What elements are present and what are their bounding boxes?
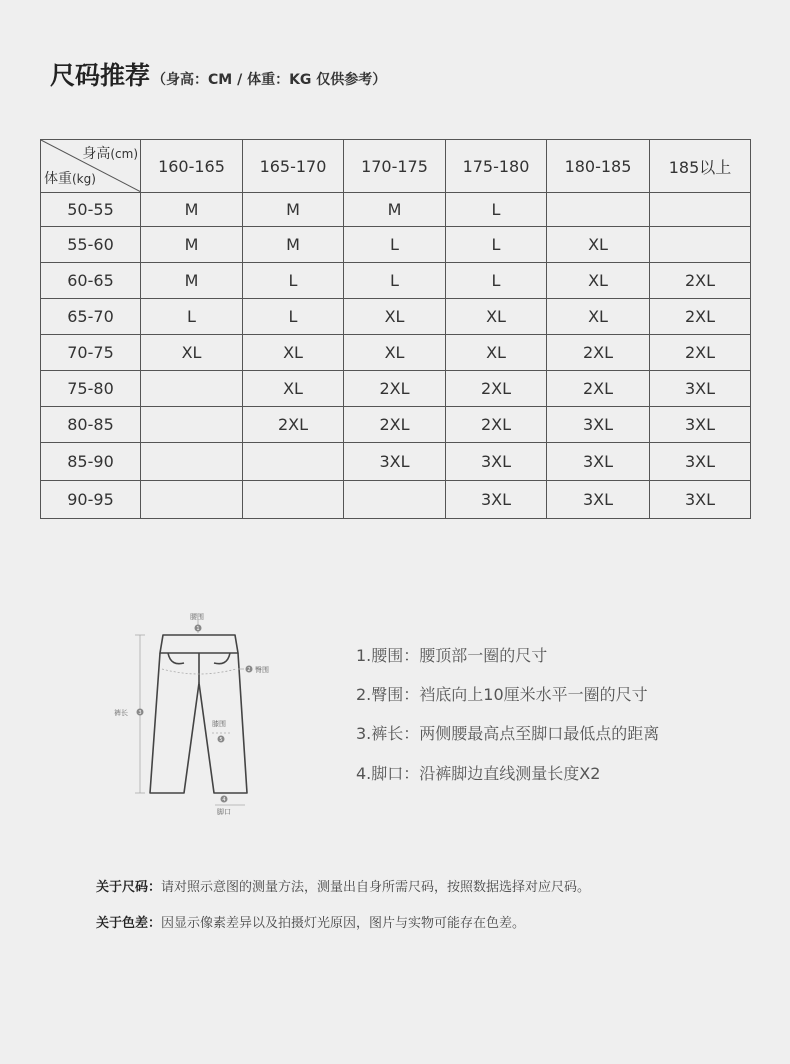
corner-weight-text: 体重 xyxy=(44,171,72,187)
size-cell xyxy=(650,227,751,263)
weight-cell: 75-80 xyxy=(41,371,141,407)
size-cell: 2XL xyxy=(243,407,344,443)
corner-height-label xyxy=(82,143,138,163)
size-cell xyxy=(141,443,243,481)
corner-weight-label xyxy=(44,168,96,188)
marker-2-number: 2 xyxy=(247,667,251,673)
note-size xyxy=(96,876,590,895)
corner-height-unit: (cm) xyxy=(110,147,138,161)
size-cell: XL xyxy=(243,371,344,407)
weight-cell: 80-85 xyxy=(41,407,141,443)
table-row xyxy=(41,193,751,227)
weight-cell: 70-75 xyxy=(41,335,141,371)
size-cell xyxy=(650,193,751,227)
title-text: 尺码推荐 xyxy=(50,61,151,90)
column-header: 170-175 xyxy=(344,140,446,193)
size-cell: 3XL xyxy=(547,407,650,443)
size-cell: 3XL xyxy=(446,443,547,481)
size-cell: L xyxy=(344,227,446,263)
measurement-hip: 2.臀围：裆底向上10厘米水平一圈的尺寸 xyxy=(356,685,648,704)
size-cell: 3XL xyxy=(650,481,751,519)
note-color-label: 关于色差： xyxy=(96,916,162,931)
size-cell: 2XL xyxy=(547,335,650,371)
weight-cell: 90-95 xyxy=(41,481,141,519)
pants-diagram xyxy=(110,605,290,820)
size-cell: M xyxy=(141,193,243,227)
marker-3-number: 3 xyxy=(138,710,142,716)
size-cell: XL xyxy=(547,299,650,335)
column-header: 175-180 xyxy=(446,140,547,193)
size-cell xyxy=(141,481,243,519)
table-row xyxy=(41,227,751,263)
title-subtitle: （身高：CM / 体重：KG 仅供参考） xyxy=(152,72,387,88)
measurement-length: 3.裤长：两侧腰最高点至脚口最低点的距离 xyxy=(356,724,660,743)
size-cell: XL xyxy=(344,335,446,371)
table-row xyxy=(41,443,751,481)
size-cell: M xyxy=(243,193,344,227)
column-header: 185以上 xyxy=(650,140,751,193)
size-cell: XL xyxy=(446,335,547,371)
size-chart-table xyxy=(40,139,751,519)
table-row xyxy=(41,481,751,519)
size-cell: XL xyxy=(141,335,243,371)
corner-height-text: 身高 xyxy=(82,146,111,162)
weight-cell: 55-60 xyxy=(41,227,141,263)
size-cell: 3XL xyxy=(446,481,547,519)
size-cell xyxy=(547,193,650,227)
size-cell: L xyxy=(141,299,243,335)
size-cell: L xyxy=(446,263,547,299)
table-header-row xyxy=(41,140,751,193)
table-row xyxy=(41,335,751,371)
marker-1-number: 1 xyxy=(196,626,200,632)
size-cell: 2XL xyxy=(446,407,547,443)
table-corner-cell xyxy=(41,140,141,193)
size-cell: 3XL xyxy=(547,481,650,519)
column-header: 165-170 xyxy=(243,140,344,193)
table-row xyxy=(41,371,751,407)
size-cell: 2XL xyxy=(650,299,751,335)
label-hip: 臀围 xyxy=(255,666,269,674)
size-cell: 2XL xyxy=(344,371,446,407)
size-cell: 3XL xyxy=(547,443,650,481)
table-row xyxy=(41,407,751,443)
corner-weight-unit: (kg) xyxy=(72,172,96,186)
note-color-text: 因显示像素差异以及拍摄灯光原因，图片与实物可能存在色差。 xyxy=(161,916,526,931)
label-waist: 腰围 xyxy=(190,613,204,621)
size-cell: 2XL xyxy=(650,335,751,371)
page-title xyxy=(50,56,386,92)
weight-cell: 65-70 xyxy=(41,299,141,335)
size-cell xyxy=(141,371,243,407)
note-size-text: 请对照示意图的测量方法，测量出自身所需尺码，按照数据选择对应尺码。 xyxy=(161,880,591,895)
size-cell: XL xyxy=(547,227,650,263)
size-cell xyxy=(243,481,344,519)
size-cell: 3XL xyxy=(650,371,751,407)
measurement-waist: 1.腰围：腰顶部一圈的尺寸 xyxy=(356,646,548,665)
label-knee: 膝围 xyxy=(212,720,226,728)
note-color xyxy=(96,912,525,931)
size-cell: 2XL xyxy=(446,371,547,407)
size-cell: XL xyxy=(446,299,547,335)
marker-5-number: 5 xyxy=(219,737,223,743)
size-cell: XL xyxy=(547,263,650,299)
size-cell: 2XL xyxy=(547,371,650,407)
column-header: 160-165 xyxy=(141,140,243,193)
size-cell: XL xyxy=(344,299,446,335)
measurement-hem: 4.脚口：沿裤脚边直线测量长度X2 xyxy=(356,764,601,783)
size-cell: 3XL xyxy=(344,443,446,481)
size-cell: 2XL xyxy=(344,407,446,443)
label-length: 裤长 xyxy=(114,709,128,717)
table-row xyxy=(41,263,751,299)
size-cell: 3XL xyxy=(650,443,751,481)
size-cell: M xyxy=(141,263,243,299)
size-cell: L xyxy=(344,263,446,299)
table-row xyxy=(41,299,751,335)
size-cell: M xyxy=(141,227,243,263)
column-header: 180-185 xyxy=(547,140,650,193)
size-cell: 3XL xyxy=(650,407,751,443)
size-cell: L xyxy=(446,193,547,227)
weight-cell: 50-55 xyxy=(41,193,141,227)
marker-4-number: 4 xyxy=(222,797,226,803)
size-cell: L xyxy=(446,227,547,263)
size-cell xyxy=(344,481,446,519)
weight-cell: 60-65 xyxy=(41,263,141,299)
size-cell xyxy=(243,443,344,481)
size-cell: L xyxy=(243,263,344,299)
size-cell: XL xyxy=(243,335,344,371)
size-cell: M xyxy=(243,227,344,263)
pants-outline xyxy=(150,635,247,793)
label-hem: 脚口 xyxy=(217,808,231,816)
weight-cell: 85-90 xyxy=(41,443,141,481)
size-cell xyxy=(141,407,243,443)
size-cell: L xyxy=(243,299,344,335)
size-cell: M xyxy=(344,193,446,227)
note-size-label: 关于尺码： xyxy=(96,880,162,895)
size-cell: 2XL xyxy=(650,263,751,299)
